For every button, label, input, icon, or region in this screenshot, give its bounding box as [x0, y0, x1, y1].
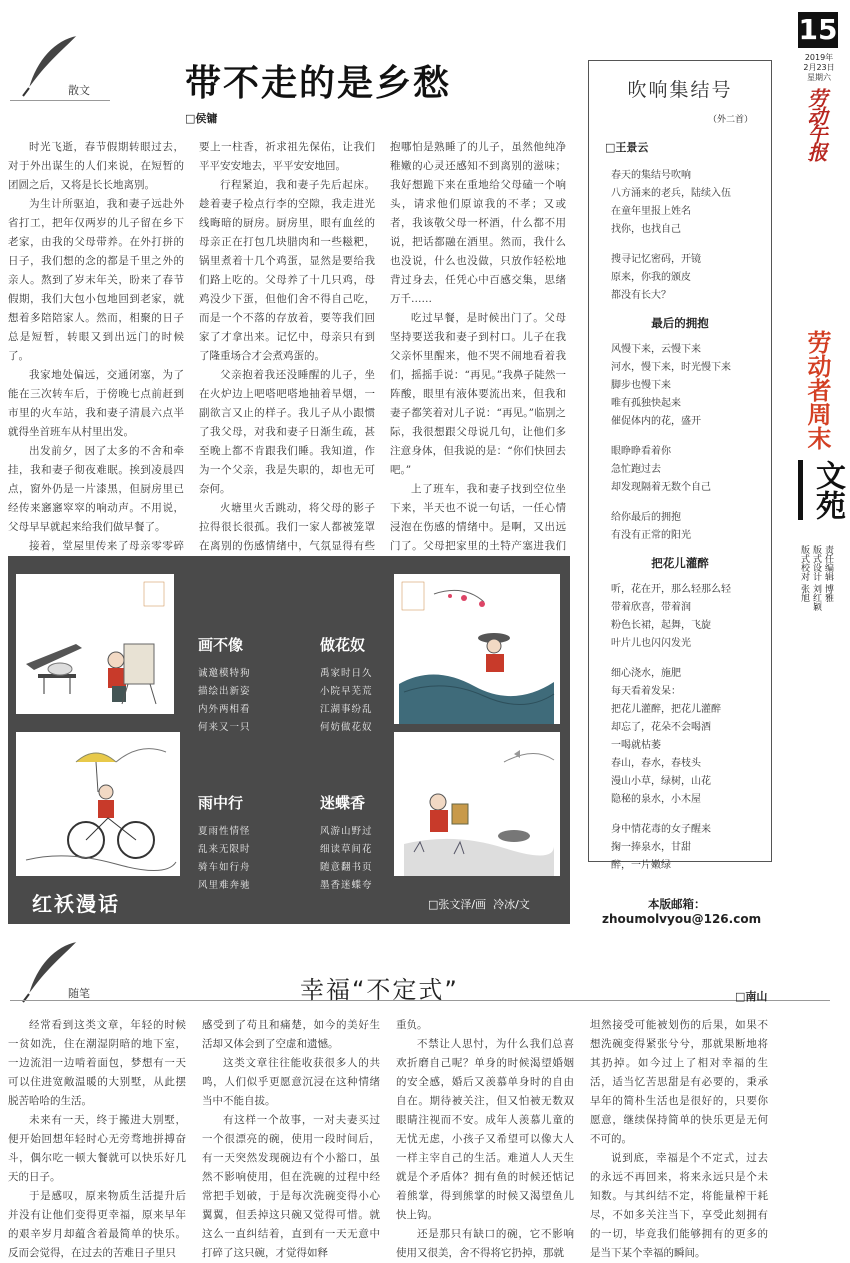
issue-date: 2月23日 [803, 63, 835, 72]
essay-column-2: 要上一柱香，祈求祖先保佑，让我们平平安安地去，平平安安地回。 行程紧迫，我和妻子先后起床。趁着妻子检点行李的空隙，我走进光线晦暗的厨房。厨房里，眼有血丝的母亲正在打包几块腊肉和一些糍粑，锅里煮着十几个鸡蛋，显然是要给我们路上吃的。父母养了十几只鸡，母鸡没少下蛋，但他们舍不得自己吃，而是一个不落的存放着，要等我们回家了才拿出来。记忆中，母亲只有到了隆重场合才会煮鸡蛋的。 父亲抱着我还没睡醒的儿子，坐在火炉边上吧嗒吧嗒地抽着旱烟，一副欲言又止的样子。我儿子从小跟惯了我父母，对我和妻子日渐生疏，甚至晚上都不肯跟我们睡。我知道，作为一个父亲，我是失职的，却也无可奈何。 火塘里火舌跳动，将父母的影子拉得很长很孤。我们一家人都被笼罩在离别的伤感情绪中，气氛显得有些 [199, 141, 375, 552]
comic-block [8, 556, 570, 924]
comic-credit: □张文泽/画 冷冰/文 [428, 898, 530, 911]
poem-box [588, 60, 772, 871]
essay-author: □侯镛 [185, 112, 218, 125]
mailbox-label: 本版邮箱： [648, 897, 706, 911]
section-name: 文苑 [798, 460, 849, 520]
credit-line-2: 版式设计 刘红颖 [811, 545, 821, 611]
poem-header: 吹响集结号 [627, 79, 733, 101]
poem-title-2: 最后的拥抱 [651, 316, 709, 330]
painter-dog-illustration [16, 574, 174, 714]
poem-1: 春天的集结号吹响 八方涌来的老兵，陆续入伍 在童年里报上姓名 找你，也找自己 搜寻记忆密码，开镜 原来，你我的颁皮 都没有长大？ [611, 170, 731, 301]
essay-column-3: 抱哪怕是熟睡了的儿子，虽然他纯净稚嫩的心灵还感知不到离别的滋味；我好想跪下来在重地给父母磕一个响头，请求他们原谅我的不孝；又或者，我该敬父母一杯酒，什么都不用说，把话都融在酒里。然而，我什么也没说，什么也没做，只放作轻松地背过身去，任凭心中百感交集，思绪万千…… 吃过早餐，是时候出门了。父母坚持要送我和妻子到村口。儿子在我父亲怀里醒来，他不哭不闹地看着我们，摇摇手说：“再见。”我鼻子陡然一阵酸，眼里有液体要流出来，但我和妻子都笑着对儿子说：“再见。”临别之际，我很想跟父母说几句，让他们多注意身体，但我说的是：“你们快回去吧。” 上了班车，我和妻子找到空位坐下来，半天也不说一句话，一任心情浸泡在伤感的情绪中。是啊，又出远门了。父母把家里的土特产塞进我们 [390, 141, 566, 552]
mailbox-email[interactable]: zhoumolvyou@126.com [602, 912, 762, 926]
comic-panel-2-illustration [394, 574, 560, 724]
essay-title: 带不走的是乡愁 [185, 63, 452, 104]
poem-author: □王景云 [605, 141, 649, 154]
issue-weekday: 星期六 [807, 73, 831, 82]
essay2-column-3: 重负。 不禁让人思忖，为什么我们总喜欢折磨自己呢？单身的时候渴望婚姻的安全感，婚后又羡慕单身时的自由自在。期待被关注，但又怕被无数双眼睛注视而不安。成年人羡慕儿童的无忧无虑，小孩子又希望可以像大人一样主宰自己的生活。难道人人天生就是个矛盾体？拥有鱼的时候还惦记着熊掌，得到熊掌的时候又渴望鱼儿快上钩。 还是那只有缺口的碗，它不影响使用又很美，舍不得将它扔掉，那就 [396, 1019, 574, 1259]
comic-panel-4-illustration [394, 732, 560, 876]
essay2-tag: 随笔 [68, 987, 90, 1000]
essay2-author: □南山 [735, 990, 768, 1003]
essay2-column-1: 经常看到这类文章，年轻的时候一贫如洗，住在潮湿阴暗的地下室，一边流泪一边啃着面包，梦想有一天可以住进宽敞温暖的大别墅，从此摆脱苦哈哈的生活。 未来有一天，终于搬进大别墅，便开始回想年轻时心无旁骛地拼搏奋斗，偶尔吃一顿大餐就可以快乐好几天的日子。 于是感叹，原来物质生活提升后并没有让他们变得更幸福，原来早年的艰辛岁月却蕴含着最简单的快乐。反而会觉得，在过去的苦难日子里只 [8, 1019, 186, 1259]
comic-text-3: 雨中行 夏雨性情怪 乱来无限时 骑车如行舟 风里难奔驰 [198, 794, 251, 891]
essay2-title: 幸福“不定式” [300, 976, 459, 1004]
page-number: 15 [798, 13, 838, 46]
credit-line-3: 版式校对 张旭 [799, 545, 809, 602]
essay-column-1: 时光飞逝，春节假期转眼过去，对于外出谋生的人们来说，在短暂的团圆之后，又将是长长地离别。 为生计所驱迫，我和妻子远赴外省打工，把年仅两岁的儿子留在乡下老家，由我的父母带养。在外打拼的日子，我们想的念的都是千里之外的亲人。熬到了岁末年关，盼来了春节假期，我们大包小包地回到老家，就想着多陪陪家人。然而，相聚的日子总是短暂，转眼又到出远门的时候了。 我家地处偏远，交通闭塞，为了能在三次转车后，于傍晚七点前赶到市里的火车站，我和妻子清晨六点半就得坐首班车从村里出发。 出发前夕，因了太多的不舍和牵挂，我和妻子彻夜难眠。挨到凌晨四点，窗外仍是一片漆黑，但厨房里已经传来窸窸窣窣的响动声。不用说，父母早早就起来给我们做早餐了。 接着，堂屋里传来了母亲零零碎 [8, 141, 184, 552]
comic-panel-1-illustration [16, 574, 174, 714]
reading-butterfly-illustration [394, 732, 560, 876]
comic-text-1: 画不像 诚邀模特狗 描绘出新姿 内外两相看 何来又一只 [198, 636, 251, 733]
poem-2: 风慢下来，云慢下来 河水，慢下来，时光慢下来 脚步也慢下来 唯有孤独快起来 催促体内的花，盛开 眼睁睁看着你 急忙跑过去 却发现隔着无数个自己 给你最后的拥抱 有没有正常的阳光 [611, 344, 731, 541]
essay2-column-2: 感受到了苟且和痛楚，如今的美好生活却又体会到了空虚和遗憾。 这类文章往往能收获很多人的共鸣，人们似乎更愿意沉浸在这种情绪当中不能自拔。 有这样一个故事，一对夫妻买过一个很漂亮的碗，使用一段时间后，有一天突然发现碗边有个小豁口，虽然不影响使用，但在洗碗的过程中经常把手划破，于是每次洗碗变得小心翼翼，但丢掉这只碗又觉得可惜。就这么一直纠结着，直到有一天无意中打碎了这只碗，才觉得如释 [202, 1019, 380, 1259]
poem-title-3: 把花儿灌醉 [651, 556, 709, 570]
bicycle-rain-illustration [16, 732, 180, 876]
credit-line-1: 责任编辑 博雅 [823, 545, 833, 602]
poem-subheader: （外二首） [707, 115, 753, 125]
essay2-column-4: 坦然接受可能被划伤的后果，如果不想洗碗变得紧张兮兮，那就果断地将其扔掉。如今过上了相对幸福的生活，适当忆苦思甜是有必要的，秉承早年的简朴生活也是很好的，只要你愿意，继续保持简单的快乐更是无何不可的。 说到底，幸福是个不定式，过去的永远不再回来，将来永远只是个未知数。与其纠结不定，将能量榨干耗尽，不如多关注当下，享受此刻拥有的一切，毕竟我们能够拥有的更多的是当下某个幸福的瞬间。 [590, 1019, 768, 1259]
essay-tag: 散文 [68, 84, 90, 97]
column-title: 劳动者周末 [803, 330, 831, 450]
newspaper-logo: 劳动午报 [804, 88, 828, 160]
gardener-flowers-illustration [394, 574, 560, 724]
comic-section-label: 红袄漫话 [32, 892, 120, 916]
poem-3: 听，花在开，那么轻那么轻 带着欣喜，带着润 粉色长裙，起舞，飞旋 叶片儿也闪闪发光 细心浇水，施肥 每天看着发呆： 把花儿灌醉，把花儿灌醉 却忘了，花朵不会喝酒 一喝就枯萎 春山，春水，春枝头 漫山小草，绿树，山花 隐秘的泉水，小木屋 身中情花毒的女子醒来 掬一捧泉水，甘甜 醉，一片嫩绿 [611, 584, 731, 871]
comic-text-4: 迷蝶香 风游山野过 细读草间花 随意翻书页 墨香迷蝶夸 [320, 794, 373, 891]
issue-date-year: 2019年 [804, 53, 834, 62]
comic-text-2: 做花奴 禹家时日久 小院早芜荒 江湖事纷乱 何妨做花奴 [320, 636, 373, 733]
comic-panel-3-illustration [16, 732, 180, 876]
tag-rule [10, 100, 110, 101]
